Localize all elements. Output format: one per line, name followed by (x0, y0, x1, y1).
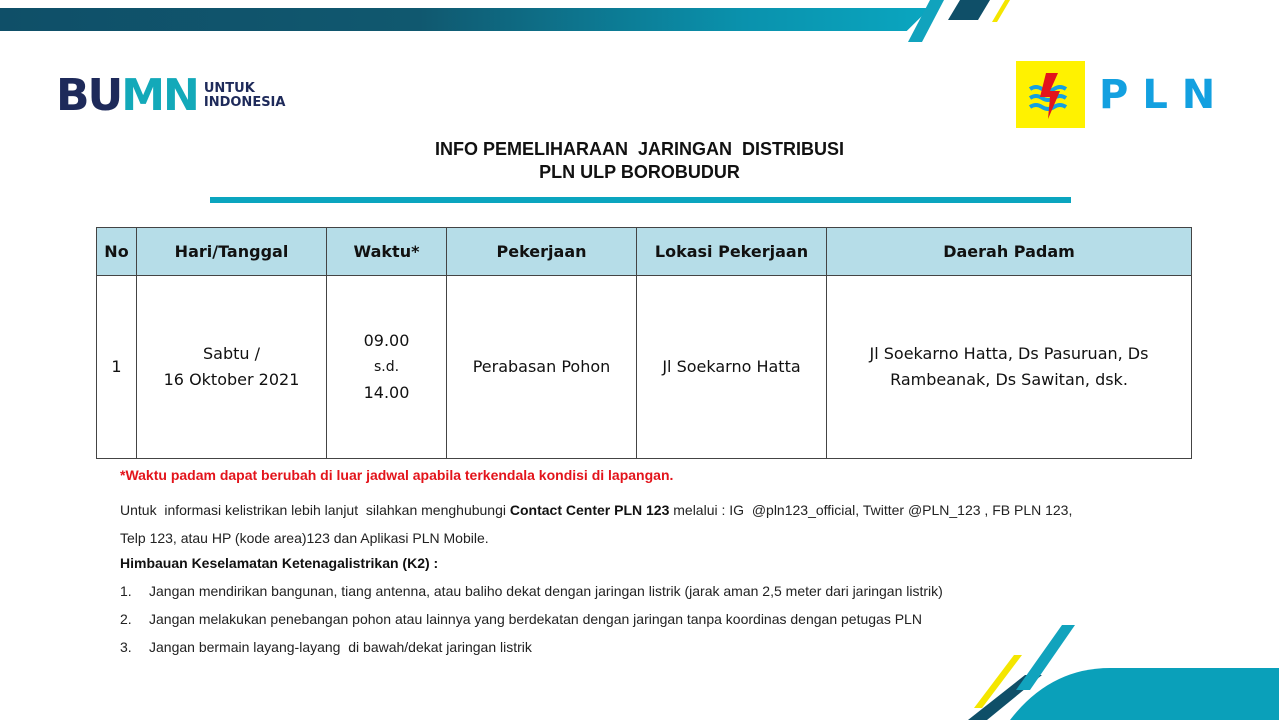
list-item-number: 2. (120, 611, 132, 627)
cell-pekerjaan: Perabasan Pohon (447, 276, 637, 459)
pln-lightning-icon (1016, 61, 1085, 128)
bumn-mark-bu: BU (56, 70, 122, 121)
table-header-row (97, 228, 1192, 276)
cell-daerah-line2: Rambeanak, Ds Sawitan, dsk. (890, 370, 1128, 389)
bumn-tagline (204, 82, 286, 110)
cell-tanggal: 16 Oktober 2021 (163, 370, 300, 389)
contact-info-line2: Telp 123, atau HP (kode area)123 dan Aplikasi PLN Mobile. (120, 530, 489, 546)
cell-waktu (327, 276, 447, 459)
table-row (97, 276, 1192, 459)
cell-waktu-selesai: 14.00 (363, 383, 410, 402)
cell-waktu-sd: s.d. (373, 359, 400, 375)
contact-center-label: Contact Center PLN 123 (509, 502, 670, 518)
bumn-mark-mn: MN (121, 70, 198, 121)
list-item-text: Jangan bermain layang-layang di bawah/dekat jaringan listrik (149, 639, 532, 655)
k2-safety-title: Himbauan Keselamatan Ketenagalistrikan (K2) : (120, 555, 439, 571)
list-item (120, 639, 943, 667)
cell-hari: Sabtu / (202, 344, 260, 363)
list-item (120, 583, 943, 611)
top-stripes-decoration (900, 0, 1020, 45)
contact-info-prefix: Untuk informasi kelistrikan lebih lanjut silahkan menghubungi (120, 502, 510, 518)
column-header-waktu: Waktu* (327, 228, 447, 276)
bumn-tagline-line2: INDONESIA (203, 95, 286, 110)
bottom-stripes-decoration (950, 620, 1279, 720)
top-banner-bar (0, 8, 930, 31)
bumn-logo (56, 70, 286, 121)
cell-waktu-mulai: 09.00 (363, 331, 410, 350)
column-header-pekerjaan: Pekerjaan (447, 228, 637, 276)
list-item-text: Jangan mendirikan bangunan, tiang antenna, atau baliho dekat dengan jaringan listrik (jarak aman 2,5 meter dari jaringan listrik) (149, 583, 943, 599)
time-change-warning: *Waktu padam dapat berubah di luar jadwal apabila terkendala kondisi di lapangan. (120, 467, 674, 483)
column-header-hari-tanggal: Hari/Tanggal (137, 228, 327, 276)
contact-info-suffix: melalui : IG @pln123_official, Twitter @PLN_123 , FB PLN 123, (669, 502, 1073, 518)
list-item-number: 3. (120, 639, 132, 655)
page-title (0, 138, 1279, 184)
title-line1: INFO PEMELIHARAAN JARINGAN DISTRIBUSI (434, 139, 845, 159)
bumn-tagline-line1: UNTUK (203, 81, 255, 96)
pln-logo (1016, 61, 1229, 128)
maintenance-schedule-table (96, 227, 1192, 459)
title-divider (210, 197, 1071, 203)
cell-lokasi: Jl Soekarno Hatta (637, 276, 827, 459)
list-item (120, 611, 943, 639)
cell-hari-tanggal (137, 276, 327, 459)
cell-daerah-padam (827, 276, 1192, 459)
title-line2: PLN ULP BOROBUDUR (539, 162, 740, 182)
pln-wordmark: PLN (1099, 71, 1230, 118)
contact-info-line1 (120, 496, 1180, 524)
contact-info (120, 496, 1180, 552)
list-item-number: 1. (120, 583, 132, 599)
k2-safety-list (120, 583, 943, 667)
column-header-lokasi: Lokasi Pekerjaan (637, 228, 827, 276)
cell-no: 1 (97, 276, 137, 459)
cell-daerah-line1: Jl Soekarno Hatta, Ds Pasuruan, Ds (869, 344, 1149, 363)
bumn-mark (56, 70, 198, 121)
list-item-text: Jangan melakukan penebangan pohon atau lainnya yang berdekatan dengan jaringan tanpa koordinas dengan petugas PLN (149, 611, 922, 627)
column-header-daerah-padam: Daerah Padam (827, 228, 1192, 276)
column-header-no: No (97, 228, 137, 276)
